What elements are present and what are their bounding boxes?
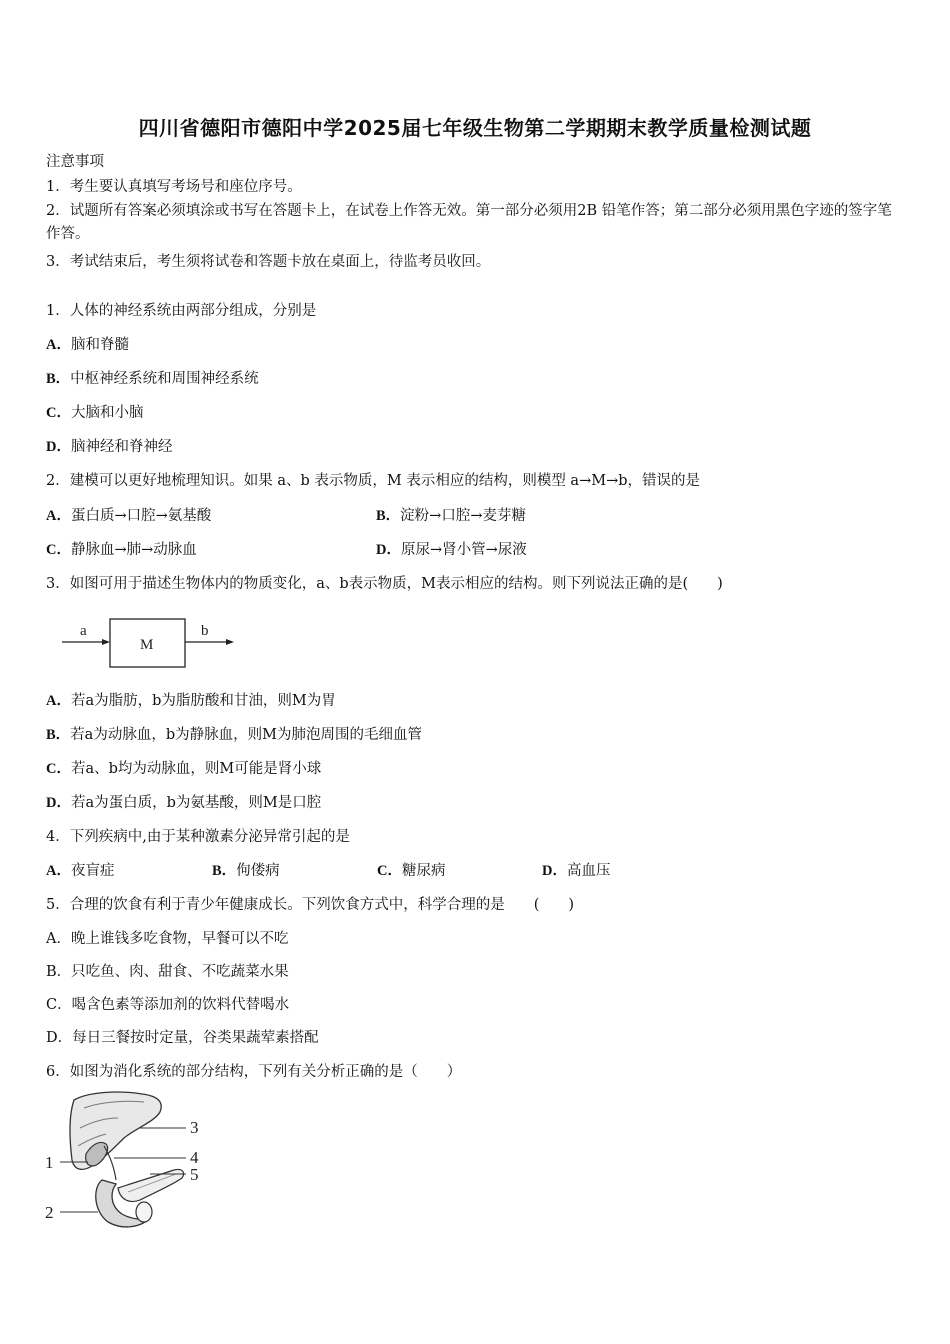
option-letter: D． xyxy=(46,439,71,455)
q3-option-c[interactable] xyxy=(46,759,321,779)
option-letter: A． xyxy=(46,931,71,947)
option-letter: B． xyxy=(46,371,71,387)
label-3: 3 xyxy=(190,1118,199,1137)
label-4: 4 xyxy=(190,1148,199,1167)
notice-item-3: 3．考试结束后，考生须将试卷和答题卡放在桌面上，待监考员收回。 xyxy=(46,254,491,270)
q5-option-b[interactable] xyxy=(46,962,289,982)
q1-option-b[interactable] xyxy=(46,369,259,389)
option-text: 中枢神经系统和周围神经系统 xyxy=(70,371,259,387)
q1-option-a[interactable] xyxy=(46,335,129,355)
q3-option-d[interactable] xyxy=(46,793,321,813)
option-letter: A． xyxy=(46,337,71,353)
q4-option-b[interactable] xyxy=(212,861,280,881)
q2-options-row-2 xyxy=(46,540,906,560)
q2-option-c[interactable] xyxy=(46,540,197,560)
option-text: 蛋白质→口腔→氨基酸 xyxy=(70,508,212,524)
box-label-m: M xyxy=(140,637,154,653)
q4-option-a[interactable] xyxy=(46,861,114,881)
q2-option-b[interactable] xyxy=(376,506,526,526)
option-text: 大脑和小脑 xyxy=(70,405,144,421)
option-letter: A． xyxy=(46,863,71,879)
option-text: 若a为脂肪，b为脂肪酸和甘油，则M为胃 xyxy=(70,693,336,709)
option-text: 脑神经和脊神经 xyxy=(70,439,173,455)
q4-options-row xyxy=(46,861,906,881)
option-letter: C． xyxy=(377,863,402,879)
option-letter: B． xyxy=(376,508,401,524)
q2-option-a[interactable] xyxy=(46,506,211,526)
option-text: 淀粉→口腔→麦芽糖 xyxy=(400,508,526,524)
question-1-stem: 1．人体的神经系统由两部分组成，分别是 xyxy=(46,303,317,319)
label-1: 1 xyxy=(45,1153,54,1172)
q1-option-d[interactable] xyxy=(46,437,172,457)
q4-option-d[interactable] xyxy=(542,861,610,881)
option-letter: D． xyxy=(46,1030,73,1046)
a-m-b-model-diagram xyxy=(60,615,240,671)
question-3-stem: 3．如图可用于描述生物体内的物质变化，a、b表示物质，M表示相应的结构。则下列说法正确的是( ) xyxy=(46,576,723,592)
option-letter: A． xyxy=(46,508,71,524)
option-letter: C． xyxy=(46,542,71,558)
option-text: 夜盲症 xyxy=(70,863,115,879)
q2-options-row-1 xyxy=(46,506,906,526)
q5-option-d[interactable] xyxy=(46,1028,319,1048)
q2-option-d[interactable] xyxy=(376,540,527,560)
option-letter: B． xyxy=(212,863,237,879)
q5-option-a[interactable] xyxy=(46,929,288,949)
option-letter: D． xyxy=(46,795,71,811)
option-text: 佝偻病 xyxy=(236,863,280,879)
question-2-stem: 2．建模可以更好地梳理知识。如果 a、b 表示物质，M 表示相应的结构，则模型 a→M→b，错误的是 xyxy=(46,473,701,489)
q4-option-c[interactable] xyxy=(377,861,445,881)
option-text: 脑和脊髓 xyxy=(70,337,129,353)
q1-option-c[interactable] xyxy=(46,403,143,423)
option-text: 若a、b均为动脉血，则M可能是肾小球 xyxy=(70,761,322,777)
option-letter: C． xyxy=(46,405,71,421)
option-letter: D． xyxy=(376,542,401,558)
option-letter: D． xyxy=(542,863,567,879)
option-text: 静脉血→肺→动脉血 xyxy=(70,542,197,558)
option-letter: C． xyxy=(46,997,72,1013)
option-text: 若a为动脉血，b为静脉血，则M为肺泡周围的毛细血管 xyxy=(70,727,422,743)
q5-option-c[interactable] xyxy=(46,995,289,1015)
label-5: 5 xyxy=(190,1165,199,1184)
option-text: 原尿→肾小管→尿液 xyxy=(400,542,527,558)
question-6-stem: 6．如图为消化系统的部分结构，下列有关分析正确的是（ ） xyxy=(46,1064,462,1080)
notice-item-2: 2．试题所有答案必须填涂或书写在答题卡上，在试卷上作答无效。第一部分必须用2B 铅笔作答；第二部分必须用黑色字迹的签字笔作答。 xyxy=(46,203,892,242)
page-title: 四川省德阳市德阳中学2025届七年级生物第二学期期末教学质量检测试题 xyxy=(138,116,812,140)
option-text: 糖尿病 xyxy=(401,863,446,879)
input-label-a: a xyxy=(80,623,87,639)
q3-option-b[interactable] xyxy=(46,725,422,745)
option-letter: C． xyxy=(46,761,71,777)
question-5-stem: 5．合理的饮食有利于青少年健康成长。下列饮食方式中，科学合理的是 ( ) xyxy=(46,897,575,913)
label-2: 2 xyxy=(45,1203,54,1222)
question-4-stem: 4．下列疾病中,由于某种激素分泌异常引起的是 xyxy=(46,829,350,845)
option-letter: B． xyxy=(46,727,71,743)
option-text: 高血压 xyxy=(566,863,611,879)
option-text: 只吃鱼、肉、甜食、不吃蔬菜水果 xyxy=(71,964,289,980)
option-text: 每日三餐按时定量，谷类果蔬荤素搭配 xyxy=(72,1030,319,1046)
output-label-b: b xyxy=(201,623,209,639)
digestive-system-diagram xyxy=(40,1088,215,1236)
notice-item-1: 1．考生要认真填写考场号和座位序号。 xyxy=(46,179,302,195)
option-text: 晚上谁钱多吃食物，早餐可以不吃 xyxy=(70,931,289,947)
notice-heading: 注意事项 xyxy=(46,154,104,170)
option-text: 喝含色素等添加剂的饮料代替喝水 xyxy=(71,997,290,1013)
option-letter: B． xyxy=(46,964,72,980)
option-text: 若a为蛋白质，b为氨基酸，则M是口腔 xyxy=(70,795,322,811)
q3-option-a[interactable] xyxy=(46,691,336,711)
option-letter: A． xyxy=(46,693,71,709)
